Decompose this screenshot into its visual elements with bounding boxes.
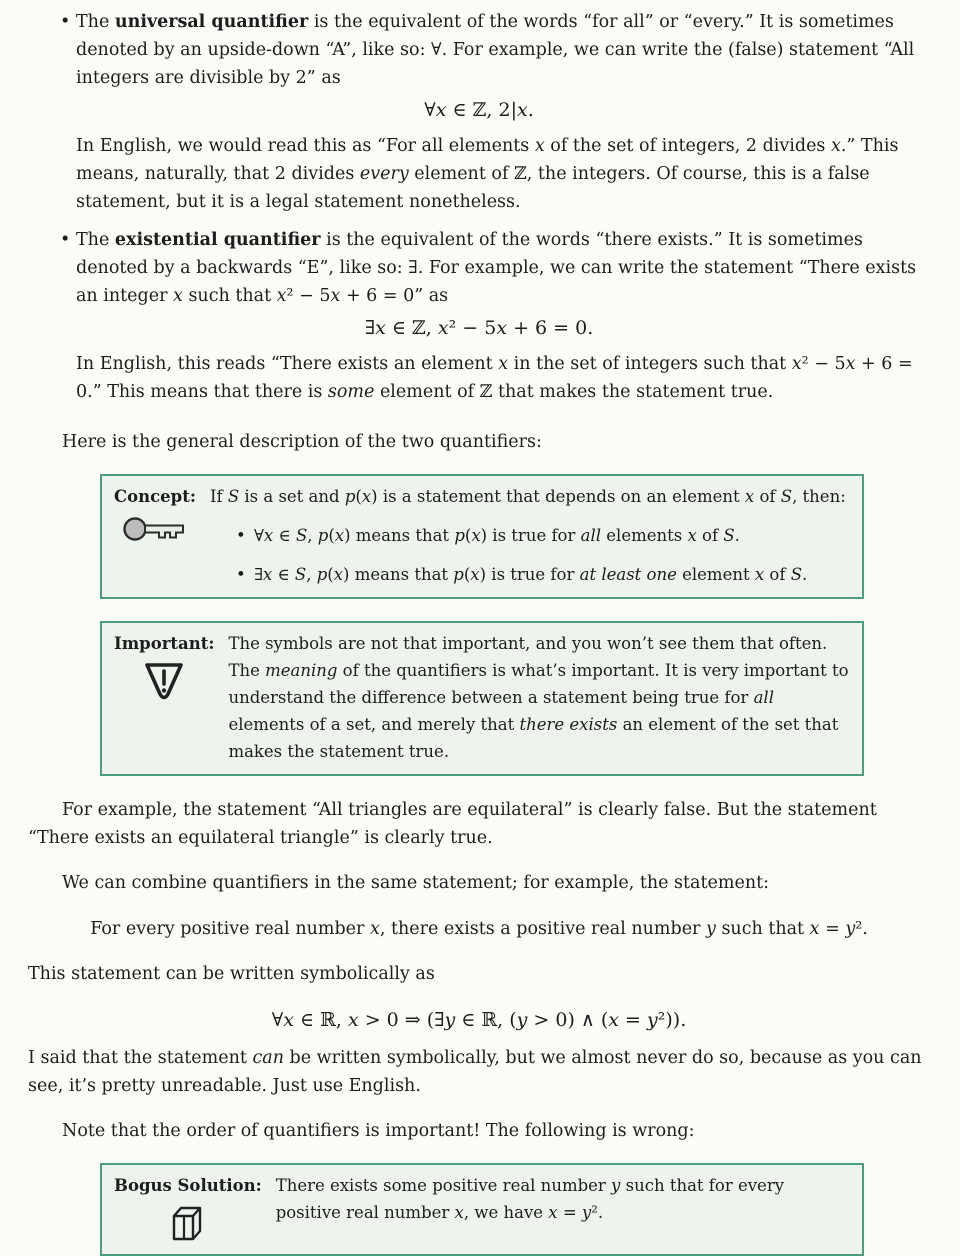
combined-statement-line: For every positive real number x, there exists a positive real number y such that x = y². <box>90 918 868 939</box>
bullet-marker: • <box>60 12 71 32</box>
universal-formula: ∀x ∈ ℤ, 2|x. <box>424 99 534 121</box>
concept-intro: If S is a set and p(x) is a statement that depends on an element x of S, then: <box>209 486 846 506</box>
concept-label-column <box>114 483 196 588</box>
concept-text-column <box>210 483 850 588</box>
concept-label: Concept: <box>114 486 196 506</box>
concept-universal-text: ∀x ∈ S, p(x) means that p(x) is true for all elements x of S. <box>253 525 740 545</box>
bullet-marker: • <box>235 525 246 545</box>
existential-formula: ∃x ∈ ℤ, x² − 5x + 6 = 0. <box>364 317 594 339</box>
universal-explanation: In English, we would read this as “For all elements x of the set of integers, 2 divides x.” This means, naturally, that 2 divides every element of ℤ, the integers. Of course, this is a false statement, but it is a legal statement nonetheless. <box>76 136 899 212</box>
concept-universal-item <box>210 522 850 549</box>
bogus-solution-box <box>100 1163 864 1256</box>
bullet-marker: • <box>60 230 71 250</box>
concept-box <box>100 474 864 599</box>
warning-icon <box>141 661 187 705</box>
bogus-solution-label: Bogus Solution: <box>114 1175 262 1195</box>
open-box-icon <box>165 1203 211 1245</box>
bullet-marker: • <box>235 564 246 584</box>
concept-existential-text: ∃x ∈ S, p(x) means that p(x) is true for at least one element x of S. <box>253 564 808 584</box>
important-label-column <box>114 630 214 765</box>
bogus-solution-body: There exists some positive real number y such that for every positive real number x, we have x = y². <box>275 1175 785 1222</box>
universal-quantifier-intro: The universal quantifier is the equivalent of the words “for all” or “every.” It is sometimes denoted by an upside-down “A”, like so: ∀. For example, we can write the (false) statement “All integers are divisible by 2” as <box>76 12 915 88</box>
concept-existential-item <box>210 561 850 588</box>
important-body: The symbols are not that important, and you won’t see them that often. The meaning of the quantifiers is what’s important. It is very important to understand the difference between a statement being true for all elements of a set, and merely that there exists an element of the set that makes the statement true. <box>228 633 849 761</box>
order-note-paragraph: Note that the order of quantifiers is important! The following is wrong: <box>62 1121 695 1141</box>
unreadable-paragraph: I said that the statement can be written symbolically, but we almost never do so, because as you can see, it’s pretty unreadable. Just use English. <box>28 1047 922 1096</box>
general-description-line: Here is the general description of the two quantifiers: <box>62 432 542 452</box>
existential-explanation: In English, this reads “There exists an element x in the set of integers such that x² − 5x + 6 = 0.” This means that there is some element of ℤ that makes the statement true. <box>76 354 913 402</box>
existential-quantifier-bullet <box>28 226 930 310</box>
bogus-label-column <box>114 1172 262 1245</box>
existential-quantifier-intro: The existential quantifier is the equivalent of the words “there exists.” It is sometimes denoted by a backwards “E”, like so: ∃. For example, we can write the statement “There exists an integer x such that x² − 5x + 6 = 0” as <box>76 230 917 306</box>
symbolic-formula: ∀x ∈ ℝ, x > 0 ⇒ (∃y ∈ ℝ, (y > 0) ∧ (x = y²)). <box>271 1008 687 1031</box>
important-box <box>100 621 864 776</box>
universal-quantifier-bullet <box>28 8 930 92</box>
triangles-example-paragraph: For example, the statement “All triangles are equilateral” is clearly false. But the statement “There exists an equilateral triangle” is clearly true. <box>28 799 877 848</box>
important-label: Important: <box>114 633 215 653</box>
written-symbolically-paragraph: This statement can be written symbolically as <box>28 964 435 984</box>
key-icon <box>122 514 188 544</box>
combine-quantifiers-paragraph: We can combine quantifiers in the same statement; for example, the statement: <box>62 873 770 893</box>
